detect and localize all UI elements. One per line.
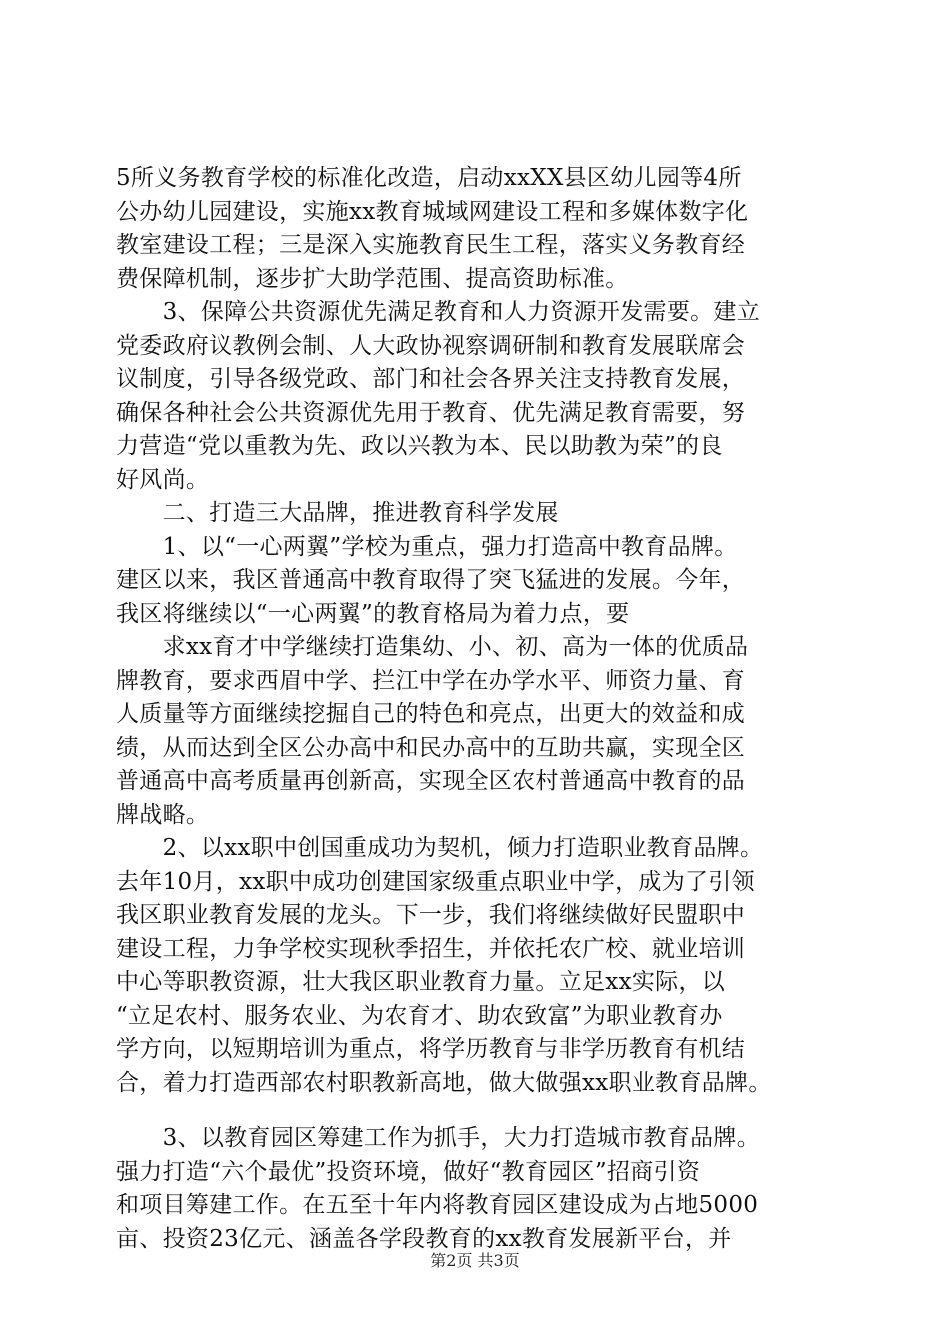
text-block-continued (116, 1122, 846, 1256)
text-line: 费保障机制，逐步扩大助学范围、提高资助标准。 (116, 265, 629, 292)
text-line: 我区职业教育发展的龙头。下一步，我们将继续做好民盟职中 (116, 902, 746, 928)
text-line: 教室建设工程；三是深入实施教育民生工程，落实义务教育经 (116, 232, 746, 258)
text-line: 党委政府议教例会制、人大政协视察调研制和教育发展联席会 (116, 332, 746, 359)
text-line: 建设工程，力争学校实现秋季招生，并依托农广校、就业培训 (116, 935, 746, 962)
text-line: 人质量等方面继续挖掘自己的特色和亮点，出更大的效益和成 (116, 701, 746, 727)
text-line: 力营造“党以重教为先、政以兴教为本、民以助教为荣”的良 (116, 433, 723, 459)
paragraph-gap (116, 1100, 846, 1122)
text-line: 亩、投资23亿元、涵盖各学段教育的xx教育发展新平台，并 (116, 1225, 732, 1252)
text-line: 中心等职教资源，壮大我区职业教育力量。立足xx实际，以 (116, 969, 726, 995)
text-line: “立足农村、服务农业、为农育才、助农致富”为职业教育办 (116, 1002, 723, 1029)
text-line: 议制度，引导各级党政、部门和社会各界关注支持教育发展， (116, 366, 746, 392)
section-heading: 二、打造三大品牌，推进教育科学发展 (116, 500, 559, 526)
text-line: 学方向，以短期培训为重点，将学历教育与非学历教育有机结 (116, 1036, 746, 1062)
text-line: 3、以教育园区筹建工作为抓手，大力打造城市教育品牌。 (116, 1125, 761, 1151)
text-line: 牌教育，要求西眉中学、拦江中学在办学水平、师资力量、育 (116, 667, 746, 694)
text-line: 1、以“一心两翼”学校为重点，强力打造高中教育品牌。 (116, 533, 738, 560)
text-line: 和项目筹建工作。在五至十年内将教育园区建设成为占地5000 (116, 1192, 759, 1218)
text-block-main (116, 162, 846, 1100)
text-line: 牌战略。 (116, 801, 210, 828)
document-body (116, 162, 846, 1256)
text-line: 去年10月，xx职中成功创建国家级重点职业中学，成为了引领 (116, 868, 755, 895)
text-line: 好风尚。 (116, 466, 210, 493)
text-line: 公办幼儿园建设，实施xx教育城域网建设工程和多媒体数字化 (116, 198, 749, 225)
text-line: 强力打造“六个最优”投资环境，做好“教育园区”招商引资 (116, 1158, 701, 1185)
text-line: 绩，从而达到全区公办高中和民办高中的互助共赢，实现全区 (116, 734, 746, 761)
text-line: 5所义务教育学校的标准化改造，启动xxXX县区幼儿园等4所 (116, 165, 742, 191)
text-line: 我区将继续以“一心两翼”的教育格局为着力点，要 (116, 600, 630, 627)
text-line: 3、保障公共资源优先满足教育和人力资源开发需要。建立 (116, 299, 761, 325)
text-line: 合，着力打造西部农村职教新高地，做大做强xx职业教育品牌。 (116, 1069, 772, 1096)
text-line: 求xx育才中学继续打造集幼、小、初、高为一体的优质品 (116, 634, 749, 660)
page-number-footer: 第2页 共3页 (430, 1251, 520, 1270)
text-line: 普通高中高考质量再创新高，实现全区农村普通高中教育的品 (116, 768, 746, 794)
text-line: 确保各种社会公共资源优先用于教育、优先满足教育需要，努 (116, 399, 746, 426)
text-line: 建区以来，我区普通高中教育取得了突飞猛进的发展。今年， (116, 567, 746, 593)
text-line: 2、以xx职中创国重成功为契机，倾力打造职业教育品牌。 (116, 835, 764, 861)
